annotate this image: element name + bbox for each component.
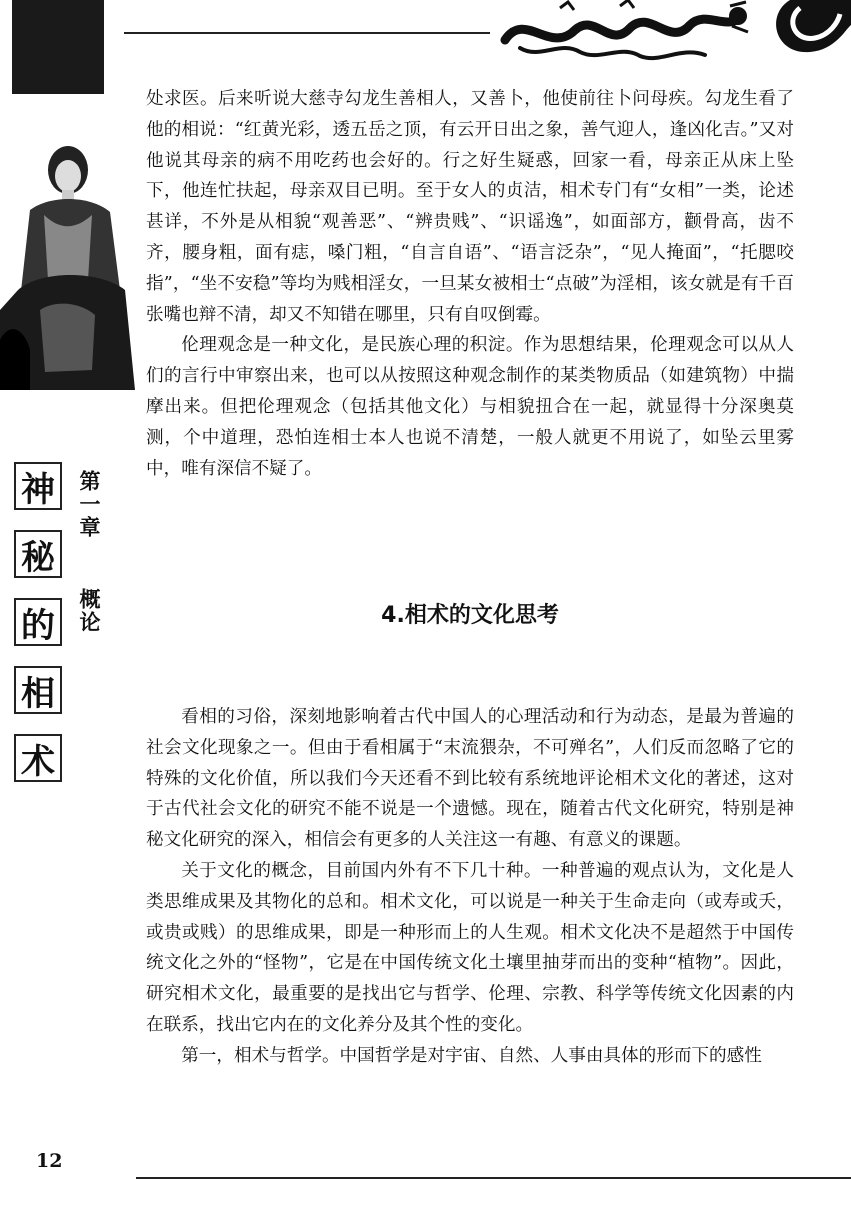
section-label: 概论 <box>77 588 101 634</box>
body-text-top <box>146 84 794 484</box>
book-title-char: 的 <box>14 598 62 646</box>
paragraph: 关于文化的概念，目前国内外有不下几十种。一种普遍的观点认为，文化是人类思维成果及其物化的总和。相术文化，可以说是一种关于生命走向（或寿或夭，或贵或贱）的思维成果，即是一种形而上的人生观。相术文化决不是超然于中国传统文化之外的“怪物”，它是在中国传统文化土壤里抽芽而出的变种“植物”。因此，研究相术文化，最重要的是找出它与哲学、伦理、宗教、科学等传统文化因素的内在联系，找出它内在的文化养分及其个性的变化。 <box>146 860 794 1035</box>
chapter-label: 第一章 <box>77 470 101 539</box>
paragraph: 第一，相术与哲学。中国哲学是对宇宙、自然、人事由具体的形而下的感性 <box>181 1045 762 1066</box>
paragraph: 伦理观念是一种文化，是民族心理的积淀。作为思想结果，伦理观念可以从人们的言行中审察出来，也可以从按照这种观念制作的某类物质品（如建筑物）中揣摩出来。但把伦理观念（包括其他文化）与相貌扭合在一起，就显得十分深奥莫测，个中道理，恐怕连相士本人也说不清楚，一般人就更不用说了，如坠云里雾中，唯有深信不疑了。 <box>146 335 794 479</box>
corner-black-block <box>12 0 104 94</box>
book-title-char: 术 <box>14 734 62 782</box>
body-text-bottom <box>146 702 794 1072</box>
cloud-swirl-icon <box>760 0 851 62</box>
paragraph: 处求医。后来听说大慈寺勾龙生善相人，又善卜，他使前往卜问母疾。勾龙生看了他的相说：“红黄光彩，透五岳之顶，有云开日出之象，善气迎人，逢凶化吉。”又对他说其母亲的病不用吃药也会好的。行之好生疑惑，回家一看，母亲正从床上坠下，他连忙扶起，母亲双目已明。至于女人的贞洁，相术专门有“女相”一类，论述甚详，不外是从相貌“观善恶”、“辨贵贱”、“识谣逸”，如面部方，颧骨高，齿不齐，腰身粗，面有痣，嗓门粗，“自言自语”、“语言泛杂”，“见人掩面”，“托腮咬指”，“坐不安稳”等均为贱相淫女，一旦某女被相士“点破”为淫相，该女就是有千百张嘴也辩不清，却又不知错在哪里，只有自叹倒霉。 <box>146 89 794 325</box>
footer-rule <box>136 1177 851 1179</box>
header-rule <box>124 32 490 34</box>
page-number: 12 <box>36 1150 63 1172</box>
book-title-vertical <box>14 462 70 802</box>
dragon-ornament-icon <box>500 0 750 66</box>
book-title-char: 神 <box>14 462 62 510</box>
woman-portrait-illustration <box>0 140 135 390</box>
book-title-char: 相 <box>14 666 62 714</box>
paragraph: 看相的习俗，深刻地影响着古代中国人的心理活动和行为动态，是最为普遍的社会文化现象之一。但由于看相属于“末流猥杂，不可殚名”，人们反而忽略了它的特殊的文化价值，所以我们今天还看不到比较有系统地评论相术文化的著述，这对于古代社会文化的研究不能不说是一个遗憾。现在，随着古代文化研究，特别是神秘文化研究的深入，相信会有更多的人关注这一有趣、有意义的课题。 <box>146 707 794 851</box>
book-title-char: 秘 <box>14 530 62 578</box>
section-heading: 4.相术的文化思考 <box>381 603 559 628</box>
